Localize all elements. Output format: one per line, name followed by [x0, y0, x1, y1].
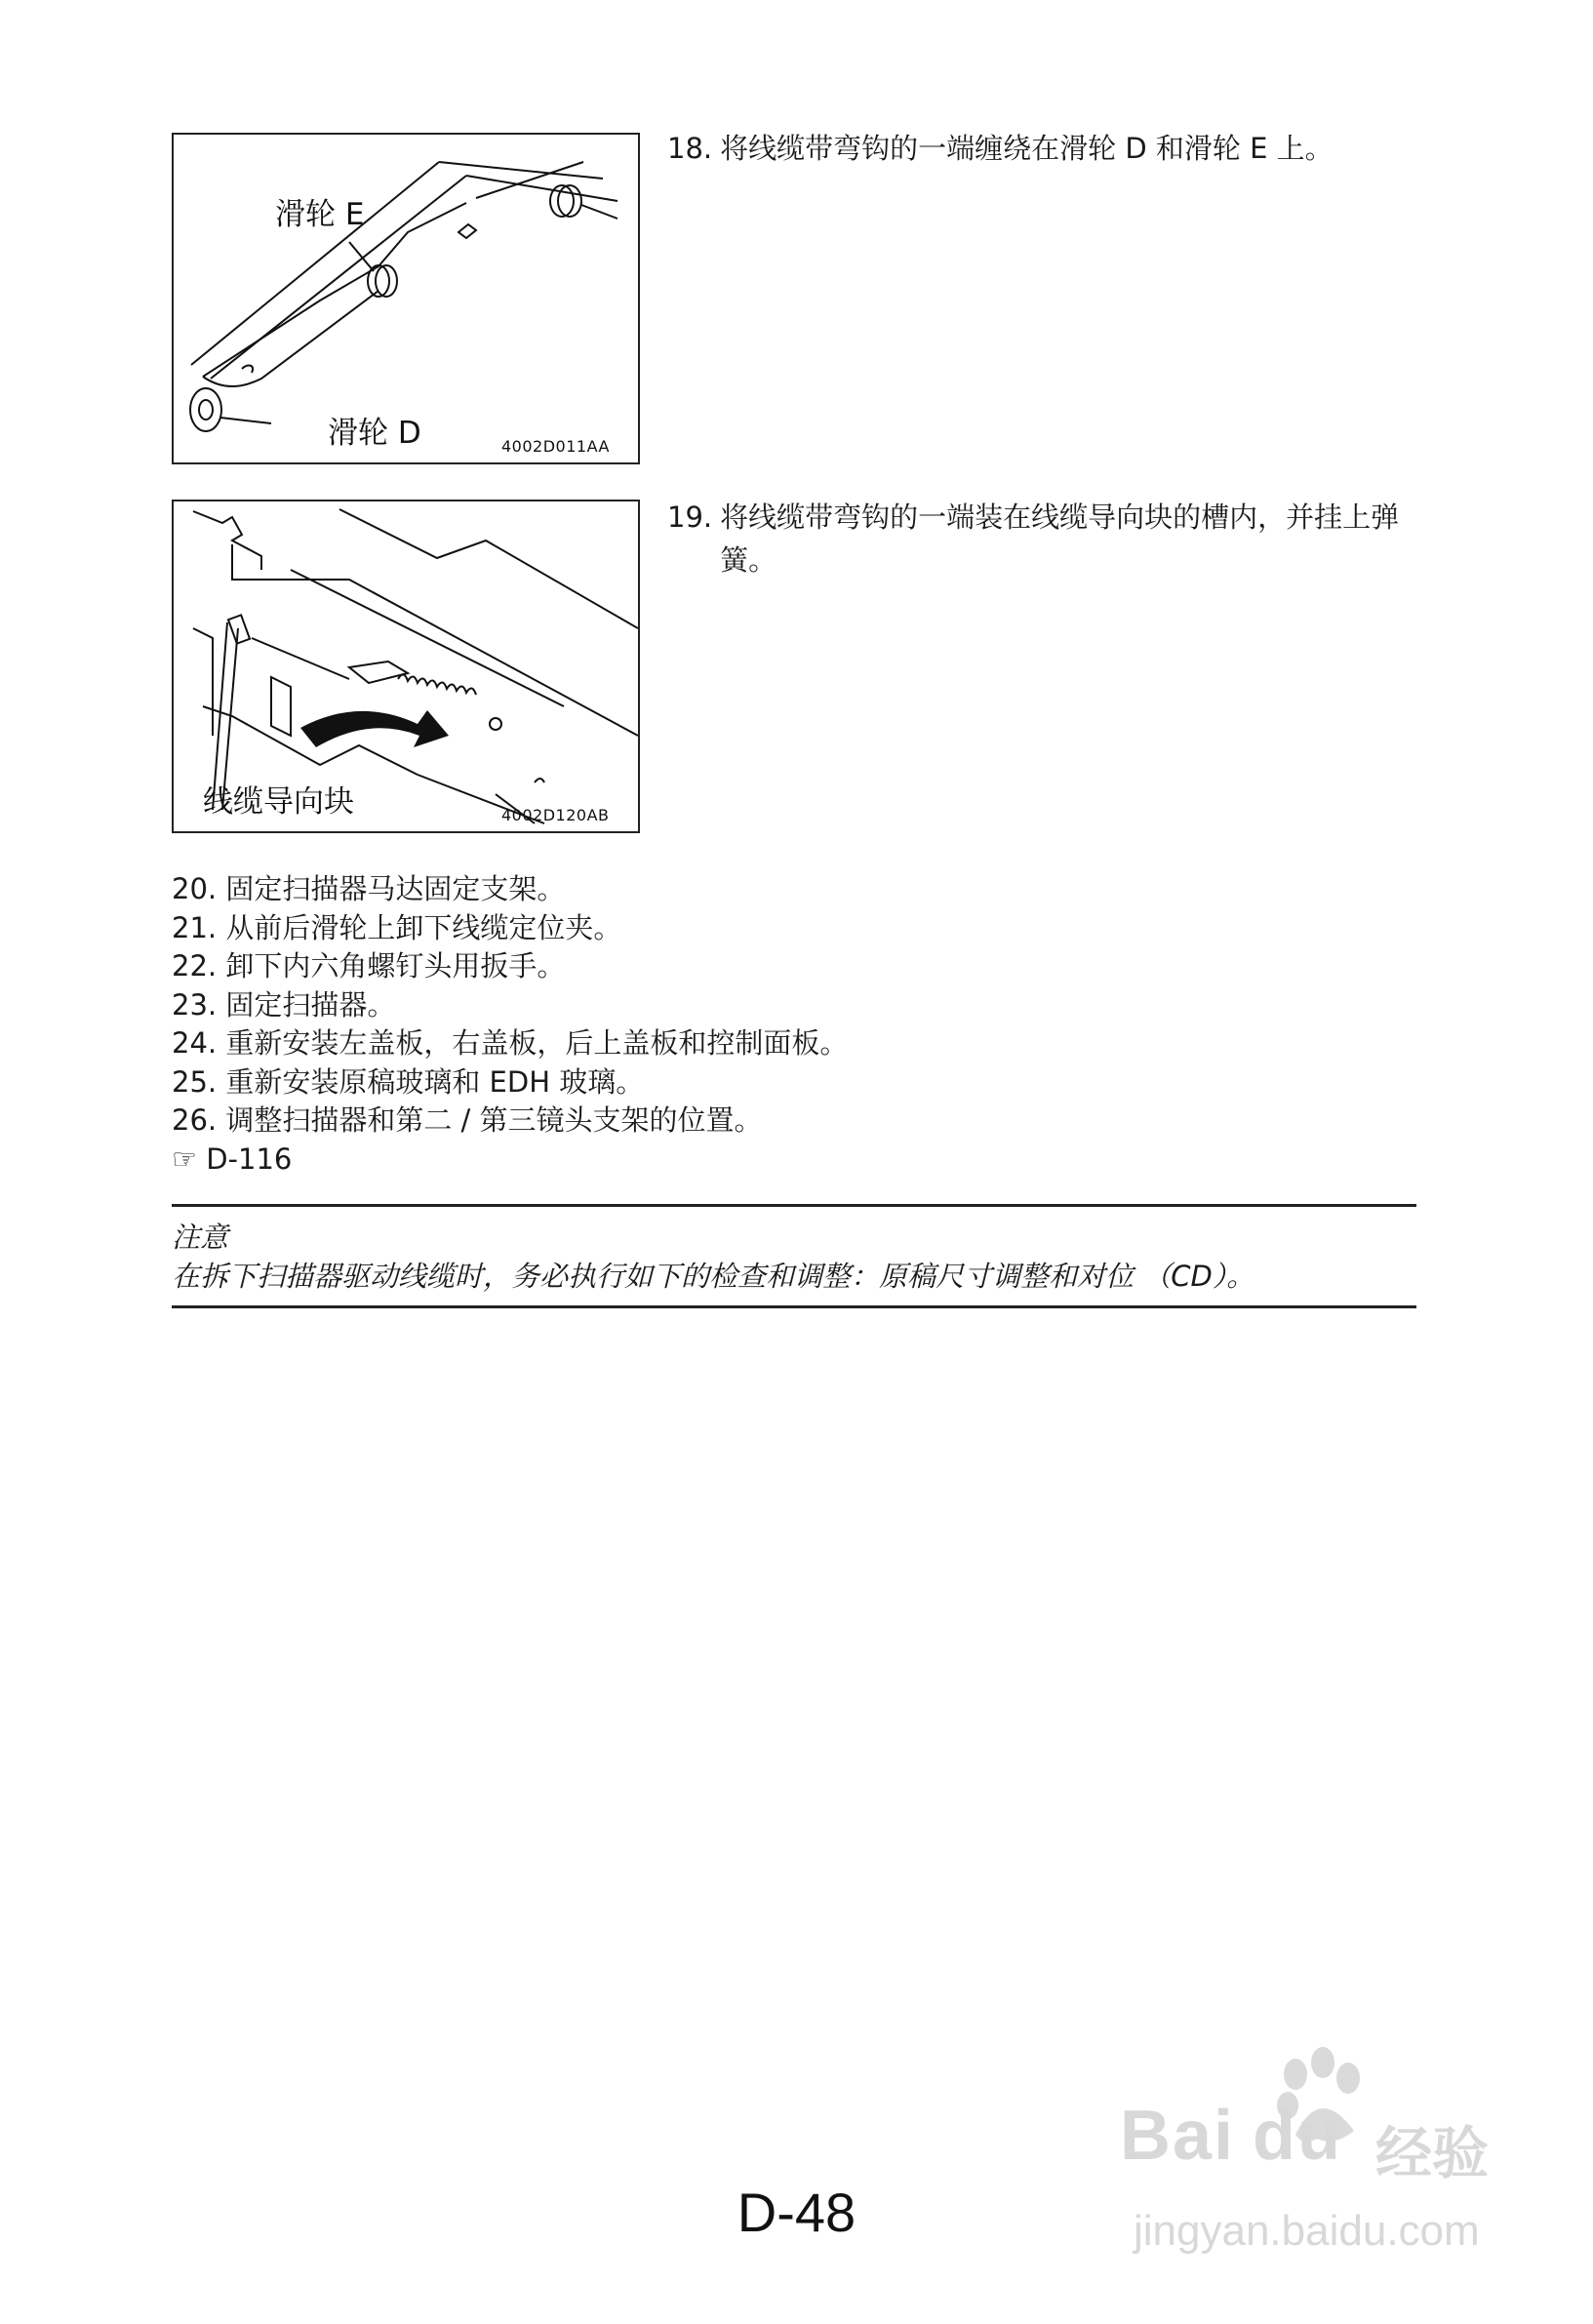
watermark-cn: 经验: [1375, 2120, 1490, 2186]
step-text: 将线缆带弯钩的一端装在线缆导向块的槽内，并挂上弹簧。: [720, 501, 1400, 577]
step-18: [667, 127, 1428, 170]
list-item: 25. 重新安装原稿玻璃和 EDH 玻璃。: [172, 1064, 645, 1099]
step-19: [667, 496, 1409, 581]
reference-link[interactable]: ☞ D-116: [172, 1142, 293, 1176]
watermark-url: jingyan.baidu.com: [1134, 2207, 1480, 2255]
cable-guide-label: 线缆导向块: [203, 784, 354, 820]
note-title: 注意: [172, 1221, 229, 1254]
list-item: 23. 固定扫描器。: [172, 987, 396, 1022]
step-list: [172, 870, 848, 1179]
note-text: 在拆下扫描器驱动线缆时，务必执行如下的检查和调整：原稿尺寸调整和对位 （CD）。: [172, 1260, 1255, 1293]
list-item: 20. 固定扫描器马达固定支架。: [172, 872, 566, 905]
page-number: D-48: [737, 2182, 856, 2243]
note-top-rule: [172, 1204, 1416, 1207]
list-item: 24. 重新安装左盖板，右盖板，后上盖板和控制面板。: [172, 1026, 849, 1060]
note-box: [172, 1218, 1416, 1296]
step-text: 将线缆带弯钩的一端缠绕在滑轮 D 和滑轮 E 上。: [720, 132, 1334, 165]
list-item: 21. 从前后滑轮上卸下线缆定位夹。: [172, 910, 622, 944]
pulley-d-label: 滑轮 D: [328, 416, 421, 451]
note-bottom-rule: [172, 1305, 1416, 1308]
step-number: 19.: [667, 501, 713, 534]
list-item: 22. 卸下内六角螺钉头用扳手。: [172, 949, 566, 982]
figure-cable-guide: [172, 500, 640, 833]
watermark-brand: Bai du: [1120, 2097, 1343, 2175]
figure-pulley-cable: [172, 133, 640, 464]
pulley-e-label: 滑轮 E: [275, 197, 365, 232]
figure-code: 4002D120AB: [501, 806, 610, 824]
figure-code: 4002D011AA: [501, 437, 610, 456]
list-item: 26. 调整扫描器和第二 / 第三镜头支架的位置。: [172, 1103, 763, 1137]
step-number: 18.: [667, 132, 713, 165]
